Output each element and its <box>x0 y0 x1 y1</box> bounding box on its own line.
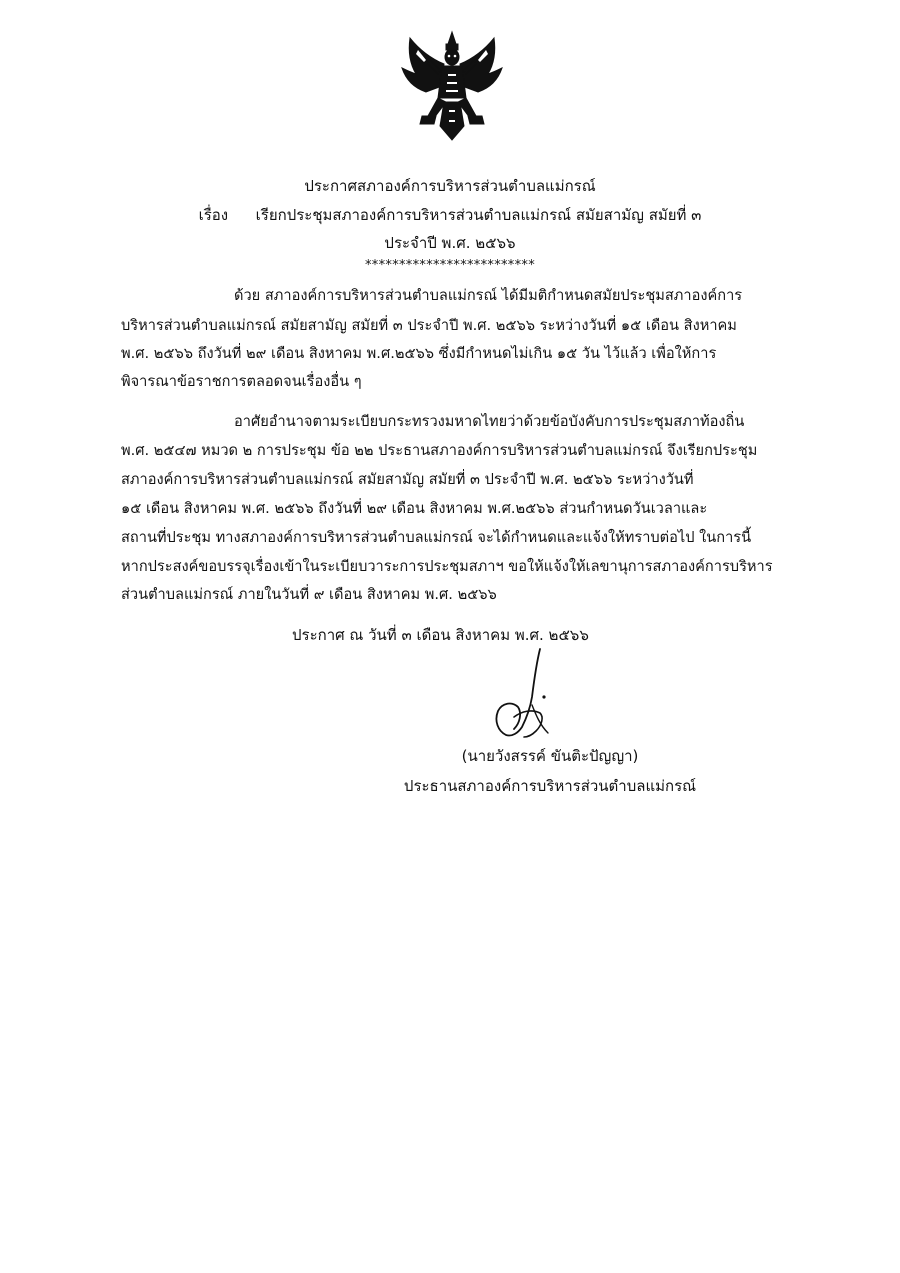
paragraph1-line: ด้วย สภาองค์การบริหารส่วนตำบลแม่กรณ์ ได้มีมติกำหนดสมัยประชุมสภาองค์การ <box>234 287 743 304</box>
paragraph2-line: อาศัยอำนาจตามระเบียบกระทรวงมหาดไทยว่าด้วยข้อบังคับการประชุมสภาท้องถิ่น <box>234 413 745 430</box>
signatory-name: (นายวังสรรค์ ขันติะปัญญา) <box>461 747 639 765</box>
paragraph1-line: พิจารณาข้อราชการตลอดจนเรื่องอื่น ๆ <box>121 373 362 390</box>
paragraph1-line: พ.ศ. ๒๕๖๖ ถึงวันที่ ๒๙ เดือน สิงหาคม พ.ศ.๒๕๖๖ ซึ่งมีกำหนดไม่เกิน ๑๕ วัน ไว้แล้ว เพื่อให้การ <box>121 345 717 362</box>
announcement-date: ประกาศ ณ วันที่ ๓ เดือน สิงหาคม พ.ศ. ๒๕๖๖ <box>292 626 589 644</box>
paragraph2-line: พ.ศ. ๒๕๔๗ หมวด ๒ การประชุม ข้อ ๒๒ ประธานสภาองค์การบริหารส่วนตำบลแม่กรณ์ จึงเรียกประชุม <box>121 442 758 459</box>
paragraph2-line: ๑๕ เดือน สิงหาคม พ.ศ. ๒๕๖๖ ถึงวันที่ ๒๙ เดือน สิงหาคม พ.ศ.๒๕๖๖ ส่วนกำหนดวันเวลาและ <box>121 500 708 517</box>
paragraph2-line: สถานที่ประชุม ทางสภาองค์การบริหารส่วนตำบลแม่กรณ์ จะได้กำหนดและแจ้งให้ทราบต่อไป ในการนี้ <box>121 529 752 546</box>
signature-image <box>478 645 568 745</box>
subject-text: เรียกประชุมสภาองค์การบริหารส่วนตำบลแม่กรณ์ สมัยสามัญ สมัยที่ ๓ <box>255 206 702 224</box>
subject-line <box>0 205 900 225</box>
year-line: ประจำปี พ.ศ. ๒๕๖๖ <box>384 234 516 252</box>
separator-stars: ************************* <box>365 258 535 273</box>
garuda-emblem-icon <box>400 30 504 142</box>
document-title: ประกาศสภาองค์การบริหารส่วนตำบลแม่กรณ์ <box>304 177 596 195</box>
paragraph2-line: สภาองค์การบริหารส่วนตำบลแม่กรณ์ สมัยสามัญ สมัยที่ ๓ ประจำปี พ.ศ. ๒๕๖๖ ระหว่างวันที่ <box>121 471 694 488</box>
paragraph1-line: บริหารส่วนตำบลแม่กรณ์ สมัยสามัญ สมัยที่ ๓ ประจำปี พ.ศ. ๒๕๖๖ ระหว่างวันที่ ๑๕ เดือน สิงหาคม <box>121 317 737 334</box>
subject-label: เรื่อง <box>198 206 229 224</box>
signatory-position: ประธานสภาองค์การบริหารส่วนตำบลแม่กรณ์ <box>403 777 697 795</box>
paragraph2-line: ส่วนตำบลแม่กรณ์ ภายในวันที่ ๙ เดือน สิงหาคม พ.ศ. ๒๕๖๖ <box>121 586 497 603</box>
paragraph2-line: หากประสงค์ขอบรรจุเรื่องเข้าในระเบียบวาระการประชุมสภาฯ ขอให้แจ้งให้เลขานุการสภาองค์การบริหาร <box>121 558 773 575</box>
